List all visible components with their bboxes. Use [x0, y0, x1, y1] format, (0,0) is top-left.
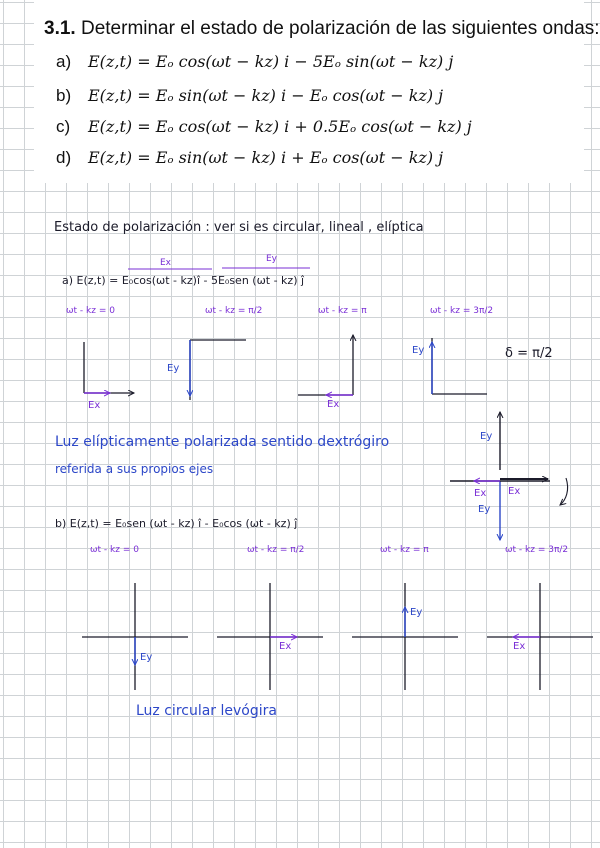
part-a-d1-ex-label: Ex — [88, 400, 101, 411]
notes-heading: Estado de polarización : ver si es circular, lineal , elíptica — [54, 220, 424, 235]
item-equation: E(z,t) = Eₒ sin(ωt − kz) i + Eₒ cos(ωt − kz) j — [88, 148, 444, 167]
part-a-summary-ex-right: Ex — [508, 486, 521, 497]
part-a-ex-overbrace-label: Ex — [160, 258, 172, 268]
item-label: a) — [56, 52, 72, 71]
part-a-phase-2: ωt - kz = π — [318, 306, 367, 316]
item-label: d) — [56, 148, 72, 167]
part-a-summary-ex-left: Ex — [474, 488, 487, 499]
part-b-phase-3: ωt - kz = 3π/2 — [505, 545, 569, 555]
item-label: b) — [56, 86, 72, 105]
part-b-equation: b) E(z,t) = E₀sen (ωt - kz) î - E₀cos (ωt - kz) ĵ — [55, 517, 298, 530]
item-equation: E(z,t) = Eₒ cos(ωt − kz) i + 0.5Eₒ cos(ωt − kz) j — [88, 117, 472, 136]
part-a-conclusion-line2: referida a sus propios ejes — [55, 462, 214, 476]
part-a-summary-ey-bottom: Ey — [478, 504, 491, 515]
part-b-diagram-3 — [352, 583, 458, 690]
part-b-d2-ex-label: Ex — [279, 641, 292, 652]
part-b-diagram-4 — [487, 583, 593, 690]
part-a-diagram-2 — [190, 340, 246, 400]
part-a-equation: a) E(z,t) = E₀cos(ωt - kz)î - 5E₀sen (ωt - kz) ĵ — [62, 274, 305, 287]
part-a-conclusion-line1: Luz elípticamente polarizada sentido dextrógiro — [55, 434, 390, 450]
part-b-conclusion: Luz circular levógira — [136, 703, 277, 719]
part-b-phase-2: ωt - kz = π — [380, 545, 429, 555]
part-a-summary-cross — [450, 412, 568, 540]
part-a-diagram-4 — [432, 338, 487, 394]
item-equation: E(z,t) = Eₒ sin(ωt − kz) i − Eₒ cos(ωt − kz) j — [88, 86, 444, 105]
problem-number: 3.1. — [44, 18, 76, 39]
problem-statement: Determinar el estado de polarización de las siguientes ondas: — [80, 18, 600, 39]
part-b-d4-ex-label: Ex — [513, 641, 526, 652]
part-b-phase-0: ωt - kz = 0 — [90, 545, 139, 555]
item-equation: E(z,t) = Eₒ cos(ωt − kz) i − 5Eₒ sin(ωt − kz) j — [88, 52, 454, 71]
part-a-ey-overbrace-label: Ey — [266, 254, 278, 264]
part-a-d4-ey-label: Ey — [412, 345, 425, 356]
part-a-d2-ey-label: Ey — [167, 363, 180, 374]
part-a-summary-ey-top: Ey — [480, 431, 493, 442]
part-b-phase-1: ωt - kz = π/2 — [247, 545, 305, 555]
part-a-phase-1: ωt - kz = π/2 — [205, 306, 263, 316]
part-b-d1-ey-label: Ey — [140, 652, 153, 663]
part-b-d3-ey-label: Ey — [410, 607, 423, 618]
part-a-phase-3: ωt - kz = 3π/2 — [430, 306, 494, 316]
part-a-d3-ex-label: Ex — [327, 399, 340, 410]
part-b-diagram-1 — [82, 583, 188, 690]
item-label: c) — [56, 117, 71, 136]
part-a-delta: δ = π/2 — [505, 346, 553, 361]
part-a-overbraces — [128, 268, 310, 269]
part-a-phase-0: ωt - kz = 0 — [66, 306, 115, 316]
part-a-diagram-3 — [298, 335, 353, 395]
part-a-diagram-1 — [84, 342, 134, 393]
part-b-diagram-2 — [217, 583, 323, 690]
